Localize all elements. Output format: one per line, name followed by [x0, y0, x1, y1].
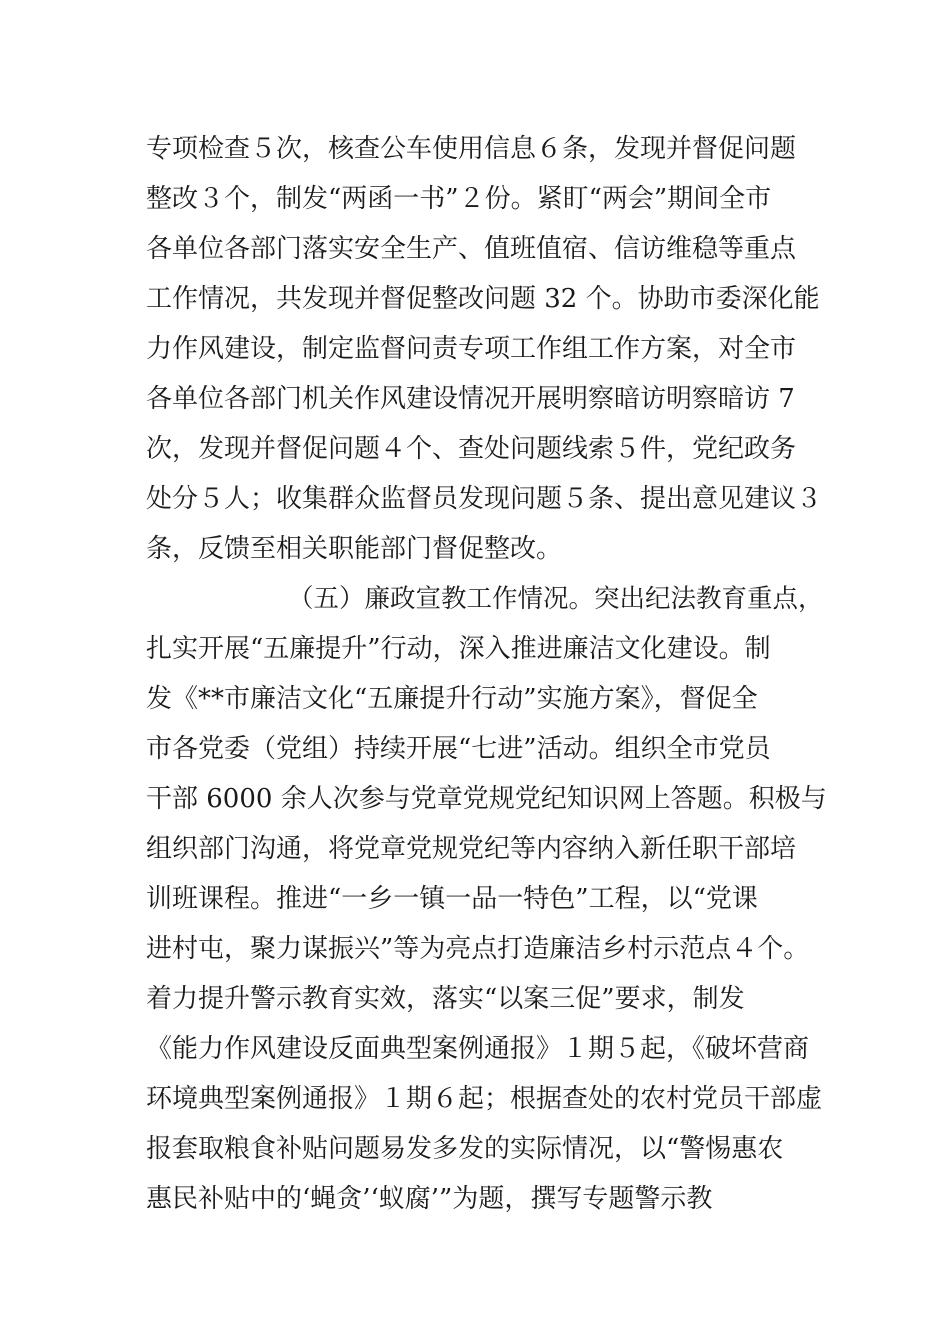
body-text-line: 着力提升警示教育实效，落实“以案三促”要求，制发 [146, 984, 745, 1014]
body-text-line: 报套取粮食补贴问题易发多发的实际情况，以“警惕惠农 [146, 1134, 784, 1164]
body-text-line: 工作情况，共发现并督促整改问题 32 个。协助市委深化能 [146, 284, 820, 314]
body-text-line: 干部 6000 余人次参与党章党规党纪知识网上答题。积极与 [146, 784, 827, 814]
body-text-line: 训班课程。推进“一乡一镇一品一特色”工程，以“党课 [146, 884, 758, 914]
body-text-line: 处分５人；收集群众监督员发现问题５条、提出意见建议３ [146, 484, 823, 514]
body-text-line: 惠民补贴中的‘蝇贪’‘蚁腐’”为题，撰写专题警示教 [146, 1184, 713, 1214]
body-text-line: 各单位各部门落实安全生产、值班值宿、信访维稳等重点 [146, 234, 797, 264]
body-text-line: 条，反馈至相关职能部门督促整改。 [146, 534, 563, 564]
body-text-line: 《能力作风建设反面典型案例通报》１期５起，《破坏营商 [146, 1034, 810, 1064]
body-text-line: 各单位各部门机关作风建设情况开展明察暗访明察暗访 7 [146, 384, 795, 414]
body-text-line: 扎实开展“五廉提升”行动，深入推进廉洁文化建设。制 [146, 634, 771, 664]
body-text-line: 整改３个，制发“两函一书”２份。紧盯“两会”期间全市 [146, 184, 772, 214]
body-text-line: 力作风建设，制定监督问责专项工作组工作方案，对全市 [146, 334, 797, 364]
body-text-line: 发《**市廉洁文化“五廉提升行动”实施方案》，督促全 [146, 684, 758, 714]
body-text-line: 市各党委（党组）持续开展“七进”活动。组织全市党员 [146, 734, 771, 764]
body-text-line: 次，发现并督促问题４个、查处问题线索５件，党纪政务 [146, 434, 797, 464]
body-text-line: 专项检查５次，核查公车使用信息６条，发现并督促问题 [146, 134, 797, 164]
body-text-line: 环境典型案例通报》１期６起；根据查处的农村党员干部虚 [146, 1084, 823, 1114]
body-text-line: 组织部门沟通，将党章党规党纪等内容纳入新任职干部培 [146, 834, 797, 864]
body-text-line: 进村屯，聚力谋振兴”等为亮点打造廉洁乡村示范点４个。 [146, 934, 810, 964]
section-heading-line: （五）廉政宣教工作情况。突出纪法教育重点， [288, 584, 824, 614]
